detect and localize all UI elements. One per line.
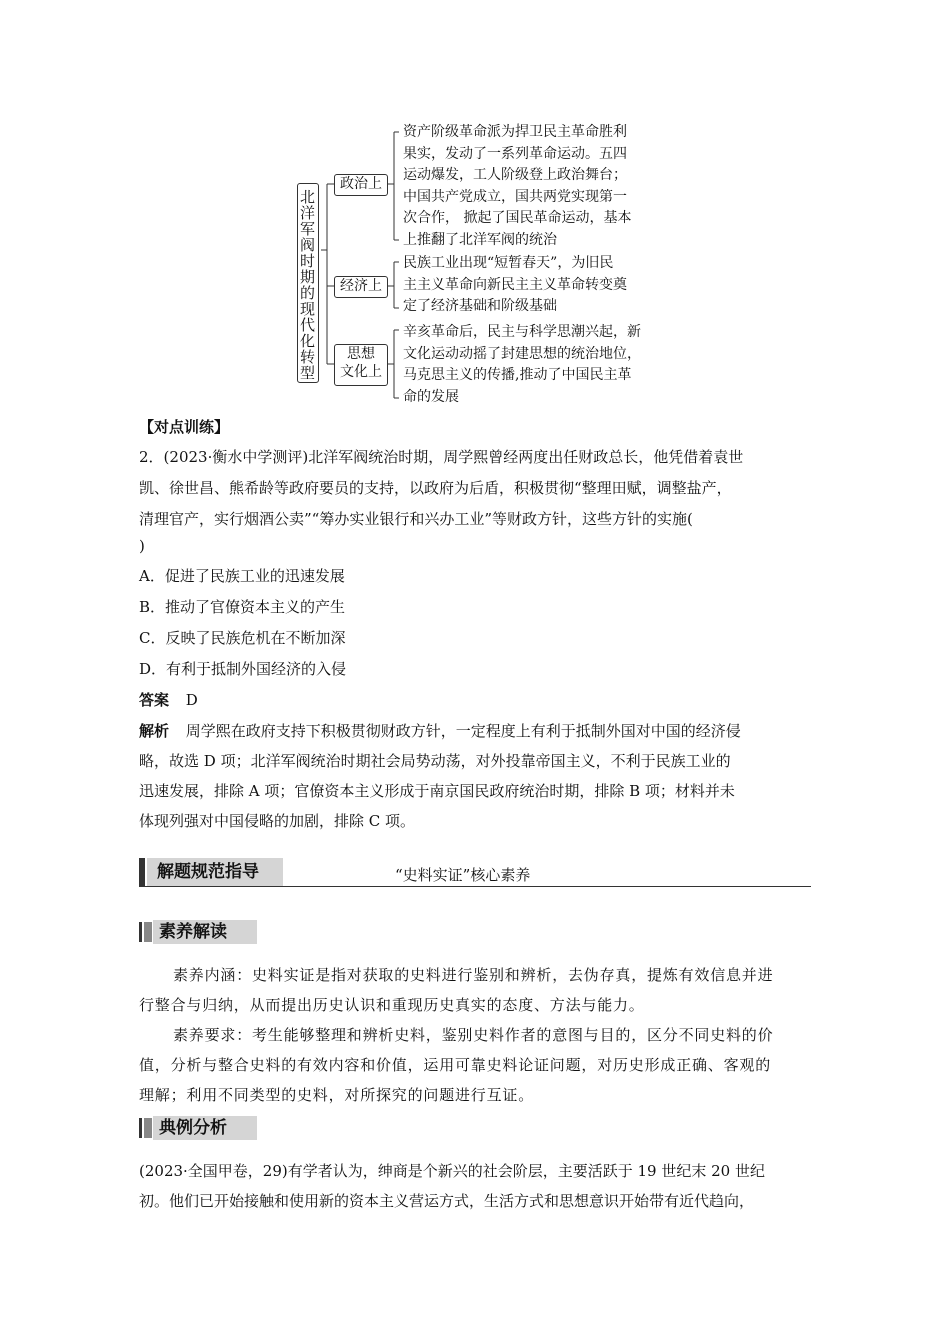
question-line: 凯、徐世昌、熊希龄等政府要员的支持，以政府为后盾，积极贯彻“整理田赋，调整盐产， [139,479,732,497]
diagram-line: 果实，发动了一系列革命运动。五四 [403,145,627,162]
diagram-line: 文化运动动摇了封建思想的统治地位， [403,345,641,362]
diagram-line: 资产阶级革命派为捍卫民主革命胜利 [403,124,627,140]
literacy-para1-line: 行整合与归纳，从而提出历史认识和重现历史真实的态度、方法与能力。 [139,996,645,1014]
analysis-label: 解析 [139,722,170,740]
diagram-node-culture-line2: 文化上 [340,364,382,380]
analysis-line-1 [139,720,741,741]
diagram-root-box: 北洋军阀时期的现代化转型 [297,183,319,383]
option-d: D．有利于抵制外国经济的入侵 [139,660,347,678]
literacy-para2-line: 素养要求：考生能够整理和辨析史料，鉴别史料作者的意图与目的，区分不同史料的价 [173,1026,774,1044]
literacy-para2-line: 理解；利用不同类型的史料，对所探究的问题进行互证。 [139,1086,535,1104]
literacy-para2-line: 值，分析与整合史料的有效内容和价值，运用可靠史料论证问题，对历史形成正确、客观的 [139,1056,772,1074]
diagram-economy-text [403,253,663,318]
option-c: C．反映了民族危机在不断加深 [139,629,346,647]
answer-label: 答案 [139,691,170,709]
section-title: “史料实证”核心素养 [395,866,531,884]
diagram-line: 定了经济基础和阶级基础 [403,298,557,315]
analysis-line: 迅速发展，排除 A 项；官僚资本主义形成于南京国民政府统治时期，排除 B 项；材料并未 [139,782,735,800]
diagram-node-culture-line1: 思想 [347,346,375,362]
training-heading: 【对点训练】 [139,418,230,436]
example-line: 初。他们已开始接触和使用新的资本主义营运方式，生活方式和思想意识开始带有近代趋向， [139,1192,755,1210]
heading-marker-icon [139,1118,142,1138]
analysis-line: 体现列强对中国侵略的加剧，排除 C 项。 [139,812,416,830]
diagram-line: 主主义革命向新民主主义革命转变奠 [403,276,627,293]
diagram-line: 命的发展 [403,388,459,405]
option-b: B．推动了官僚资本主义的产生 [139,598,346,616]
answer-row [139,689,198,710]
literacy-heading: 素养解读 [153,920,257,944]
section-rule [139,886,811,887]
diagram-line: 辛亥革命后，民主与科学思潮兴起，新 [403,324,641,340]
heading-marker-icon [144,922,152,942]
example-heading: 典例分析 [153,1116,257,1140]
diagram-line: 次合作， 掀起了国民革命运动，基本 [403,210,632,227]
question-line: 2．(2023·衡水中学测评)北洋军阀统治时期，周学熙曾经两度出任财政总长，他凭借着袁世 [139,448,744,466]
heading-marker-icon [144,1118,152,1138]
diagram-line: 中国共产党成立，国共两党实现第一 [403,188,627,205]
analysis-text: 周学熙在政府支持下积极贯彻财政方针，一定程度上有利于抵制外国对中国的经济侵 [185,722,741,740]
example-line: (2023·全国甲卷，29)有学者认为，绅商是个新兴的社会阶层，主要活跃于 19 世纪末 20 世纪 [139,1162,765,1180]
diagram-line: 民族工业出现“短暂春天”，为旧民 [403,255,614,271]
literacy-para1-line: 素养内涵：史料实证是指对获取的史料进行鉴别和辨析，去伪存真，提炼有效信息并进 [173,966,774,984]
question-line: ) [139,537,145,555]
section-header-marker [139,858,145,886]
section-badge: 解题规范指导 [147,858,283,886]
option-a: A．促进了民族工业的迅速发展 [139,567,345,585]
diagram-culture-text [403,322,663,408]
diagram-line: 运动爆发，工人阶级登上政治舞台； [403,167,627,184]
diagram-node-culture [334,344,388,386]
heading-marker-icon [139,922,142,942]
diagram-line: 上推翻了北洋军阀的统治 [403,231,557,248]
analysis-line: 略，故选 D 项；北洋军阀统治时期社会局势动荡，对外投靠帝国主义，不利于民族工业的 [139,752,731,770]
diagram-node-politics: 政治上 [334,174,388,196]
diagram-node-economy: 经济上 [334,276,388,298]
answer-value: D [185,691,198,709]
question-line: 清理官产，实行烟酒公卖”“筹办实业银行和兴办工业”等财政方针，这些方针的实施( [139,510,693,528]
diagram-politics-text [403,122,663,252]
diagram-line: 马克思主义的传播,推动了中国民主革 [403,367,632,384]
